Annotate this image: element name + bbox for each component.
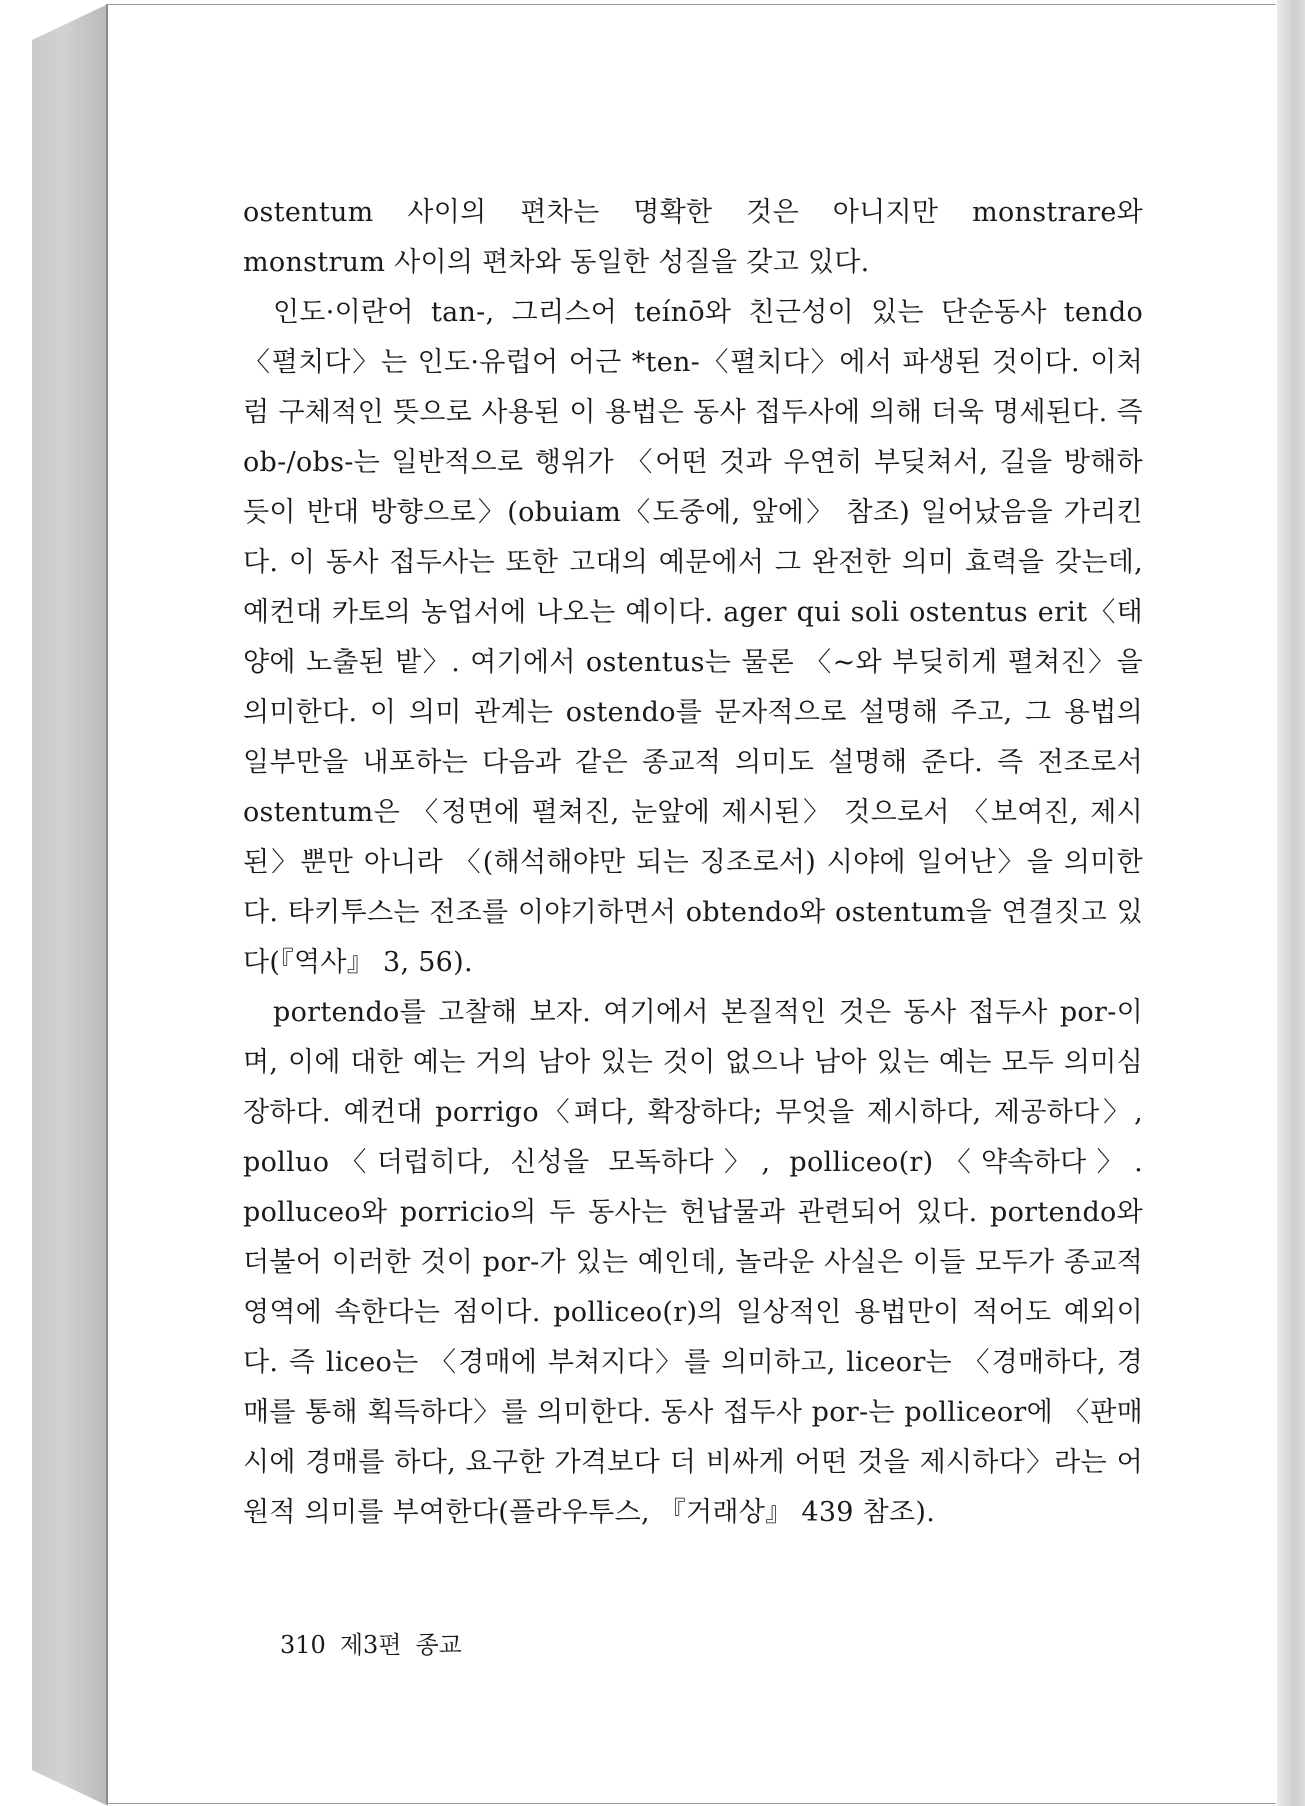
running-footer	[280, 1625, 476, 1660]
footer-part: 제3편	[339, 1631, 402, 1659]
paragraph-1: ostentum 사이의 편차는 명확한 것은 아니지만 monstrare와 monstrum 사이의 편차와 동일한 성질을 갖고 있다.	[243, 197, 1143, 278]
paragraph-2: 인도·이란어 tan-, 그리스어 teínō와 친근성이 있는 단순동사 tendo 〈펼치다〉는 인도·유럽어 어근 *ten-〈펼치다〉에서 파생된 것이다. 이처럼 구체적인 뜻으로 사용된 이 용법은 동사 접두사에 의해 더욱 명세된다. 즉 ob-/obs-는 일반적으로 행위가 〈어떤 것과 우연히 부딪쳐서, 길을 방해하듯이 반대 방향으로〉(obuiam〈도중에, 앞에〉 참조) 일어났음을 가리킨다. 이 동사 접두사는 또한 고대의 예문에서 그 완전한 의미 효력을 갖는데, 예컨대 카토의 농업서에 나오는 예이다. ager qui soli ostentus erit〈태양에 노출된 밭〉. 여기에서 ostentus는 물론 〈~와 부딪히게 펼쳐진〉을 의미한다. 이 의미 관계는 ostendo를 문자적으로 설명해 주고, 그 용법의 일부만을 내포하는 다음과 같은 종교적 의미도 설명해 준다. 즉 전조로서 ostentum은 〈정면에 펼쳐진, 눈앞에 제시된〉 것으로서 〈보여진, 제시된〉뿐만 아니라 〈(해석해야만 되는 징조로서) 시야에 일어난〉을 의미한다. 타키투스는 전조를 이야기하면서 obtendo와 ostentum을 연결짓고 있다(『역사』 3, 56).	[243, 297, 1143, 978]
page-number: 310	[280, 1631, 326, 1659]
body-text	[243, 188, 1143, 1538]
paragraph-3: portendo를 고찰해 보자. 여기에서 본질적인 것은 동사 접두사 por-이며, 이에 대한 예는 거의 남아 있는 것이 없으나 남아 있는 예는 모두 의미심장하다. 예컨대 porrigo〈펴다, 확장하다; 무엇을 제시하다, 제공하다〉, polluo〈더럽히다, 신성을 모독하다〉, polliceo(r)〈약속하다〉. polluceo와 porricio의 두 동사는 헌납물과 관련되어 있다. portendo와 더불어 이러한 것이 por-가 있는 예인데, 놀라운 사실은 이들 모두가 종교적 영역에 속한다는 점이다. polliceo(r)의 일상적인 용법만이 적어도 예외이다. 즉 liceo는 〈경매에 부쳐지다〉를 의미하고, liceor는 〈경매하다, 경매를 통해 획득하다〉를 의미한다. 동사 접두사 por-는 polliceor에 〈판매시에 경매를 하다, 요구한 가격보다 더 비싸게 어떤 것을 제시하다〉라는 어원적 의미를 부여한다(플라우투스, 『거래상』 439 참조).	[243, 997, 1143, 1528]
page-edge-shadow	[1277, 0, 1305, 1806]
book-spine	[32, 4, 108, 1806]
footer-section: 종교	[415, 1631, 462, 1659]
